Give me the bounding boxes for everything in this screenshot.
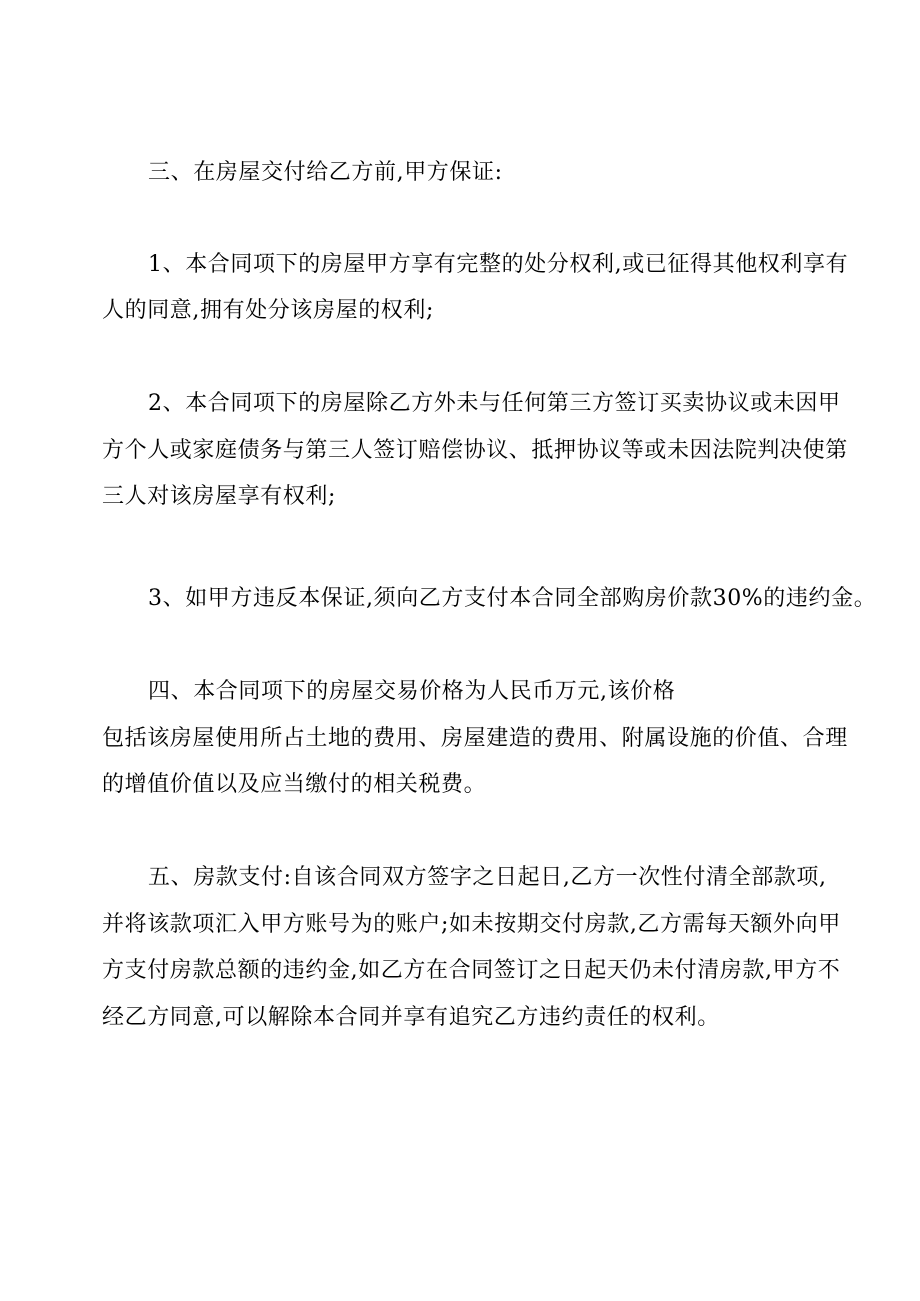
section3-item1-line2: 人的同意,拥有处分该房屋的权利;	[102, 298, 435, 323]
section3-item1-line1: 1、本合同项下的房屋甲方享有完整的处分权利,或已征得其他权利享有	[148, 252, 849, 277]
section3-item3-line1: 3、如甲方违反本保证,须向乙方支付本合同全部购房价款30%的违约金。	[148, 586, 877, 611]
section3-heading: 三、在房屋交付给乙方前,甲方保证:	[148, 160, 503, 185]
section3-item2-line1: 2、本合同项下的房屋除乙方外未与任何第三方签订买卖协议或未因甲	[148, 391, 841, 416]
section5-line4: 经乙方同意,可以解除本合同并享有追究乙方违约责任的权利。	[102, 1005, 720, 1030]
section4-line1: 四、本合同项下的房屋交易价格为人民币万元,该价格	[148, 679, 676, 704]
section5-line3: 方支付房款总额的违约金,如乙方在合同签订之日起天仍未付清房款,甲方不	[102, 958, 841, 983]
section5-line1: 五、房款支付:自该合同双方签字之日起日,乙方一次性付清全部款项,	[148, 865, 827, 890]
section5-line2: 并将该款项汇入甲方账号为的账户;如未按期交付房款,乙方需每天额外向甲	[102, 912, 841, 937]
section4-line2: 包括该房屋使用所占土地的费用、房屋建造的费用、附属设施的价值、合理	[102, 726, 848, 751]
section4-line3: 的增值价值以及应当缴付的相关税费。	[102, 772, 487, 797]
section3-item2-line2: 方个人或家庭债务与第三人签订赔偿协议、抵押协议等或未因法院判决使第	[102, 438, 848, 463]
section3-item2-line3: 三人对该房屋享有权利;	[102, 484, 337, 509]
